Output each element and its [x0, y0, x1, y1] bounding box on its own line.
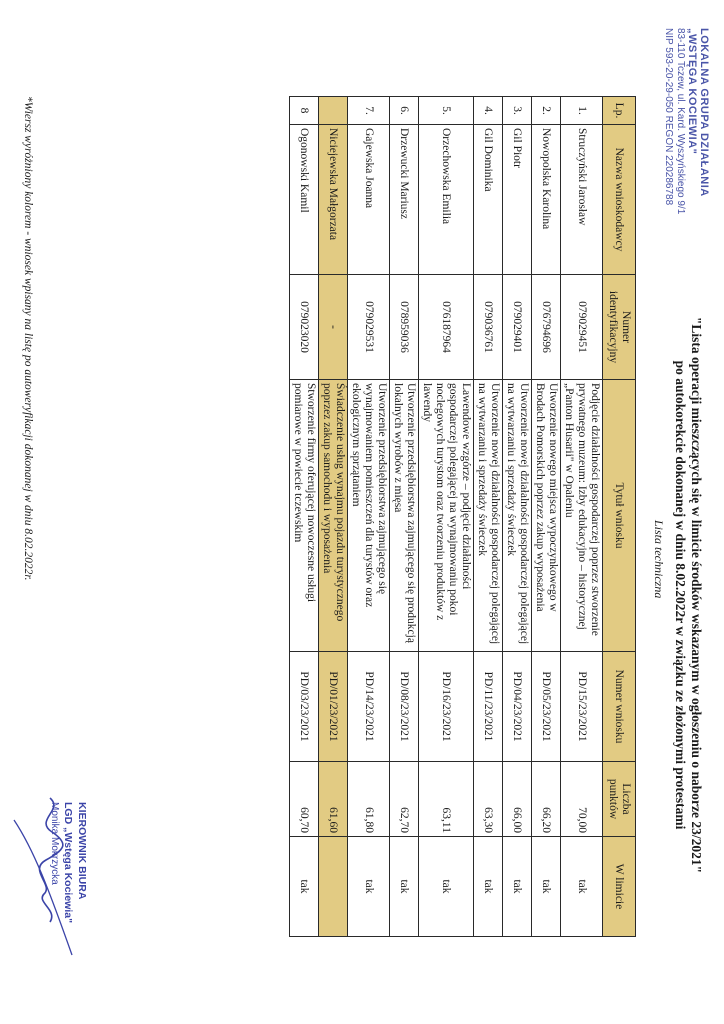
row-points: 66,20 — [532, 762, 561, 837]
row-application-number: PD/14/23/2021 — [348, 652, 390, 762]
table-header-row — [603, 97, 636, 937]
header-application-number: Numer wniosku — [603, 652, 636, 762]
org-stamp-line: 83-110 Tczew, ul. Kard. Wyszyńskiego 9/1 — [675, 28, 686, 215]
row-lp: 7. — [348, 97, 390, 125]
row-applicant: Gajewska Joanna — [348, 125, 390, 275]
row-application-number: PD/08/23/2021 — [390, 652, 419, 762]
row-lp: 1. — [561, 97, 603, 125]
row-id-number: 078959036 — [390, 275, 419, 380]
row-application-title: Stworzenie firmy oferującej nowoczesne usługi pomiarowe w powiecie tczewskim — [290, 380, 319, 652]
row-application-number: PD/01/23/2021 — [319, 652, 348, 762]
header-id-number: Numer identyfikacyjny — [603, 275, 636, 380]
table-row — [390, 97, 419, 937]
row-lp: 2. — [532, 97, 561, 125]
row-application-number: PD/11/23/2021 — [474, 652, 503, 762]
row-lp: 6. — [390, 97, 419, 125]
header-applicant: Nazwa wnioskodawcy — [603, 125, 636, 275]
row-in-limit: tak — [419, 837, 474, 937]
table-row — [474, 97, 503, 937]
row-lp: 5. — [419, 97, 474, 125]
table-row — [290, 97, 319, 937]
row-application-title: Utworzenie przedsiębiorstwa zajmującego się produkcją lokalnych wyrobów z mięsa — [390, 380, 419, 652]
row-application-number: PD/15/23/2021 — [561, 652, 603, 762]
row-in-limit: tak — [390, 837, 419, 937]
row-in-limit: tak — [532, 837, 561, 937]
row-id-number: 079023020 — [290, 275, 319, 380]
row-lp: 4. — [474, 97, 503, 125]
row-id-number: 079029531 — [348, 275, 390, 380]
row-id-number: 076794696 — [532, 275, 561, 380]
document-subtitle: Lista techniczna — [652, 520, 666, 599]
header-in-limit: W limicie — [603, 837, 636, 937]
row-in-limit: tak — [561, 837, 603, 937]
signature-stamp-line: KIEROWNIK BIURA — [76, 802, 88, 900]
row-id-number: 079036761 — [474, 275, 503, 380]
org-stamp-line: NIP 593-20-29-050 REGON 220286788 — [663, 28, 674, 206]
row-application-number: PD/05/23/2021 — [532, 652, 561, 762]
table-body — [290, 97, 603, 937]
row-applicant: Struczyński Jarosław — [561, 125, 603, 275]
row-points: 60,70 — [290, 762, 319, 837]
footnote: *Wiersz wyróżniony kolorem - wniosek wpisany na listę po autoweryfikacji dokonanej w dniu 8.02.2022r. — [22, 96, 34, 581]
table-row — [532, 97, 561, 937]
row-lp: 8 — [290, 97, 319, 125]
row-application-title: Utworzenie nowego miejsca wypoczynkowego w Brodach Pomorskich poprzez zakup wyposażenia — [532, 380, 561, 652]
row-applicant: Nowopolska Karolina — [532, 125, 561, 275]
title-line-1: "Lista operacji mieszczących się w limicie środków wskazanym w ogłoszeniu o naborze 23/2021" — [689, 316, 704, 874]
row-points: 61,80 — [348, 762, 390, 837]
table-row — [348, 97, 390, 937]
row-id-number: 079029451 — [561, 275, 603, 380]
header-application-title: Tytuł wniosku — [603, 380, 636, 652]
row-lp: 3. — [503, 97, 532, 125]
row-points: 66,00 — [503, 762, 532, 837]
table-row — [319, 97, 348, 937]
row-applicant: Orzechowska Emilia — [419, 125, 474, 275]
header-lp: Lp. — [603, 97, 636, 125]
header-points: Liczba punktów — [603, 762, 636, 837]
row-application-title: Utworzenie nowej działalności gospodarczej polegającej na wytwarzaniu i sprzedaży świeczek — [503, 380, 532, 652]
document-title — [672, 250, 704, 940]
operations-table — [289, 96, 636, 937]
row-in-limit: tak — [348, 837, 390, 937]
row-points: 63,11 — [419, 762, 474, 837]
row-in-limit: tak — [290, 837, 319, 937]
table-row — [561, 97, 603, 937]
row-applicant: Gil Dominika — [474, 125, 503, 275]
row-in-limit: tak — [503, 837, 532, 937]
row-points: 63,30 — [474, 762, 503, 837]
row-application-number: PD/16/23/2021 — [419, 652, 474, 762]
row-id-number: - — [319, 275, 348, 380]
table-row — [503, 97, 532, 937]
row-application-title: Podjęcie działalności gospodarczej poprzez stworzenie prywatnego muzeum: Izby edukacyjno – historycznej „Panton Husarii" w Opaleniu — [561, 380, 603, 652]
signature-stamp — [4, 790, 94, 960]
row-id-number: 079029401 — [503, 275, 532, 380]
row-application-title: Utworzenie nowej działalności gospodarczej polegającej na wytwarzaniu i sprzedaży świeczek — [474, 380, 503, 652]
row-application-title: Lawendowe wzgórze – podjęcie działalności gospodarczej polegającej na wynajmowaniu pokoi noclegowych turystom oraz tworzeniu produktów z lawendy — [419, 380, 474, 652]
row-points: 61,60 — [319, 762, 348, 837]
row-application-title: Świadczenie usług wynajmu pojazdu turystycznego poprzez zakup samochodu i wyposażenia — [319, 380, 348, 652]
row-applicant: Drzewucki Mariusz — [390, 125, 419, 275]
row-applicant: Niciejewska Małgorzata — [319, 125, 348, 275]
row-points: 70,00 — [561, 762, 603, 837]
row-in-limit — [319, 837, 348, 937]
row-applicant: Gil Piotr — [503, 125, 532, 275]
signature-stamp-line: LGD „Wstęga Kociewia" — [62, 802, 74, 924]
org-stamp-line: LOKALNA GRUPA DZIAŁANIA — [698, 28, 710, 197]
row-lp — [319, 97, 348, 125]
title-line-2: po autokorekcie dokonanej w dniu 8.02.2022r w związku ze złożonymi protestami — [673, 360, 688, 830]
row-application-title: Utworzenie przedsiębiorstwa zajmującego się wynajmowaniem pomieszczeń dla turystów oraz ekologicznym sprzątaniem — [348, 380, 390, 652]
row-id-number: 076187964 — [419, 275, 474, 380]
row-application-number: PD/04/23/2021 — [503, 652, 532, 762]
row-points: 62,70 — [390, 762, 419, 837]
row-application-number: PD/03/23/2021 — [290, 652, 319, 762]
handwritten-signature — [4, 790, 94, 960]
org-stamp-line: „WSTĘGA KOCIEWIA" — [686, 28, 698, 155]
row-applicant: Ogonowski Kamil — [290, 125, 319, 275]
table-row — [419, 97, 474, 937]
row-in-limit: tak — [474, 837, 503, 937]
signature-stamp-line: Monika Mokrzycka — [49, 802, 60, 885]
